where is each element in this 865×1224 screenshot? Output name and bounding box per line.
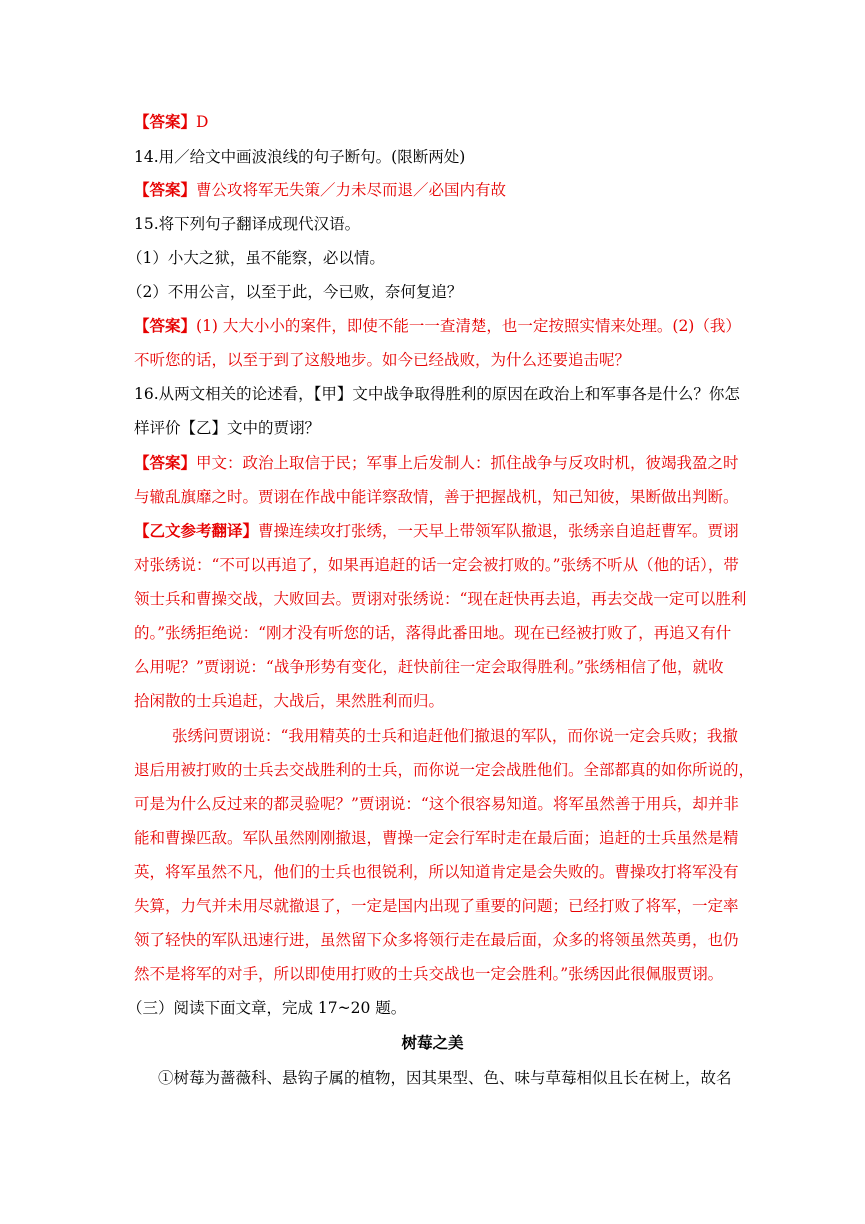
translation-p2-line-8: 然不是将军的对手，所以即使用打败的士兵交战也一定会胜利。”张绣因此很佩服贾诩。 [134, 965, 724, 983]
essay-paragraph-1: ①树莓为蔷薇科、悬钩子属的植物，因其果型、色、味与草莓相似且长在树上，故名 [158, 1069, 732, 1087]
translation-p2-line-3: 可是为什么反过来的都灵验呢？”贾诩说：“这个很容易知道。将军虽然善于用兵，却并非 [134, 795, 739, 813]
question-14: 14.用／给文中画波浪线的句子断句。(限断两处) [134, 148, 466, 166]
answer-tag: 【答案】 [134, 316, 197, 335]
translation-p2-line-5: 英，将军虽然不凡，他们的士兵也很锐利，所以知道肯定是会失败的。曹操攻打将军没有 [134, 863, 739, 881]
translation-p2-line-7: 领了轻快的军队迅速行进，虽然留下众多将领行走在最后面，众多的将领虽然英勇，也仍 [134, 931, 739, 949]
answer-15-line2: 不听您的话，以至于到了这般地步。如今已经战败，为什么还要追击呢？ [134, 351, 631, 369]
answer-text: 曹公攻将军无失策／力未尽而退／必国内有故 [196, 181, 507, 199]
question-15-1: （1）小大之狱，虽不能察，必以情。 [127, 249, 385, 267]
translation-tag: 【乙文参考翻译】 [134, 521, 259, 540]
answer-16-line2: 与辙乱旗靡之时。贾诩在作战中能详察敌情，善于把握战机，知己知彼，果断做出判断。 [134, 488, 739, 506]
essay-title: 树莓之美 [401, 1033, 464, 1052]
question-15: 15.将下列句子翻译成现代汉语。 [134, 215, 361, 233]
translation-text: 曹操连续攻打张绣，一天早上带领军队撤退，张绣亲自追赶曹军。贾诩 [258, 522, 739, 540]
question-15-2: （2）不用公言，以至于此，今已败，奈何复追？ [127, 283, 463, 301]
translation-line-6: 拾闲散的士兵追赶，大战后，果然胜利而归。 [134, 692, 445, 710]
translation-p2-line-1: 张绣问贾诩说：“我用精英的士兵和追赶他们撤退的军队，而你说一定会兵败；我撤 [172, 727, 738, 745]
answer-tag: 【答案】 [134, 453, 197, 472]
answer-15 [134, 314, 741, 338]
translation-line-5: 么用呢？”贾诩说：“战争形势有变化，赶快前往一定会取得胜利。”张绣相信了他，就收 [134, 658, 724, 676]
answer-14 [134, 178, 506, 202]
answer-text: (1) 大大小小的案件，即使不能一一查清楚，也一定按照实情来处理。(2)（我） [196, 317, 741, 335]
translation-line-2: 对张绣说：“不可以再追了，如果再追赶的话一定会被打败的。”张绣不听从（他的话），带 [134, 556, 739, 574]
section-3-heading: （三）阅读下面文章，完成 17~20 题。 [127, 999, 407, 1017]
answer-text: D [196, 113, 209, 131]
answer-13 [134, 110, 208, 134]
answer-text: 甲文：政治上取信于民；军事上后发制人：抓住战争与反攻时机，彼竭我盈之时 [196, 454, 739, 472]
translation-line-1 [134, 519, 739, 543]
question-16-line2: 样评价【乙】文中的贾诩？ [134, 419, 321, 437]
translation-p2-line-4: 能和曹操匹敌。军队虽然刚刚撤退，曹操一定会行军时走在最后面；追赶的士兵虽然是精 [134, 829, 739, 847]
answer-tag: 【答案】 [134, 180, 197, 199]
translation-p2-line-2: 退后用被打败的士兵去交战胜利的士兵，而你说一定会战胜他们。全部都真的如你所说的， [134, 761, 755, 779]
answer-16 [134, 451, 739, 475]
translation-line-3: 领士兵和曹操交战，大败回去。贾诩对张绣说：“现在赶快再去追，再去交战一定可以胜利 [134, 590, 747, 608]
translation-p2-line-6: 失算，力气并未用尽就撤退了，一定是国内出现了重要的问题；已经打败了将军，一定率 [134, 897, 739, 915]
translation-line-4: 的。”张绣拒绝说：“刚才没有听您的话，落得此番田地。现在已经被打败了，再追又有什 [134, 624, 732, 642]
answer-tag: 【答案】 [134, 112, 197, 131]
question-16-line1: 16.从两文相关的论述看，【甲】文中战争取得胜利的原因在政治上和军事各是什么？你怎 [134, 385, 740, 403]
